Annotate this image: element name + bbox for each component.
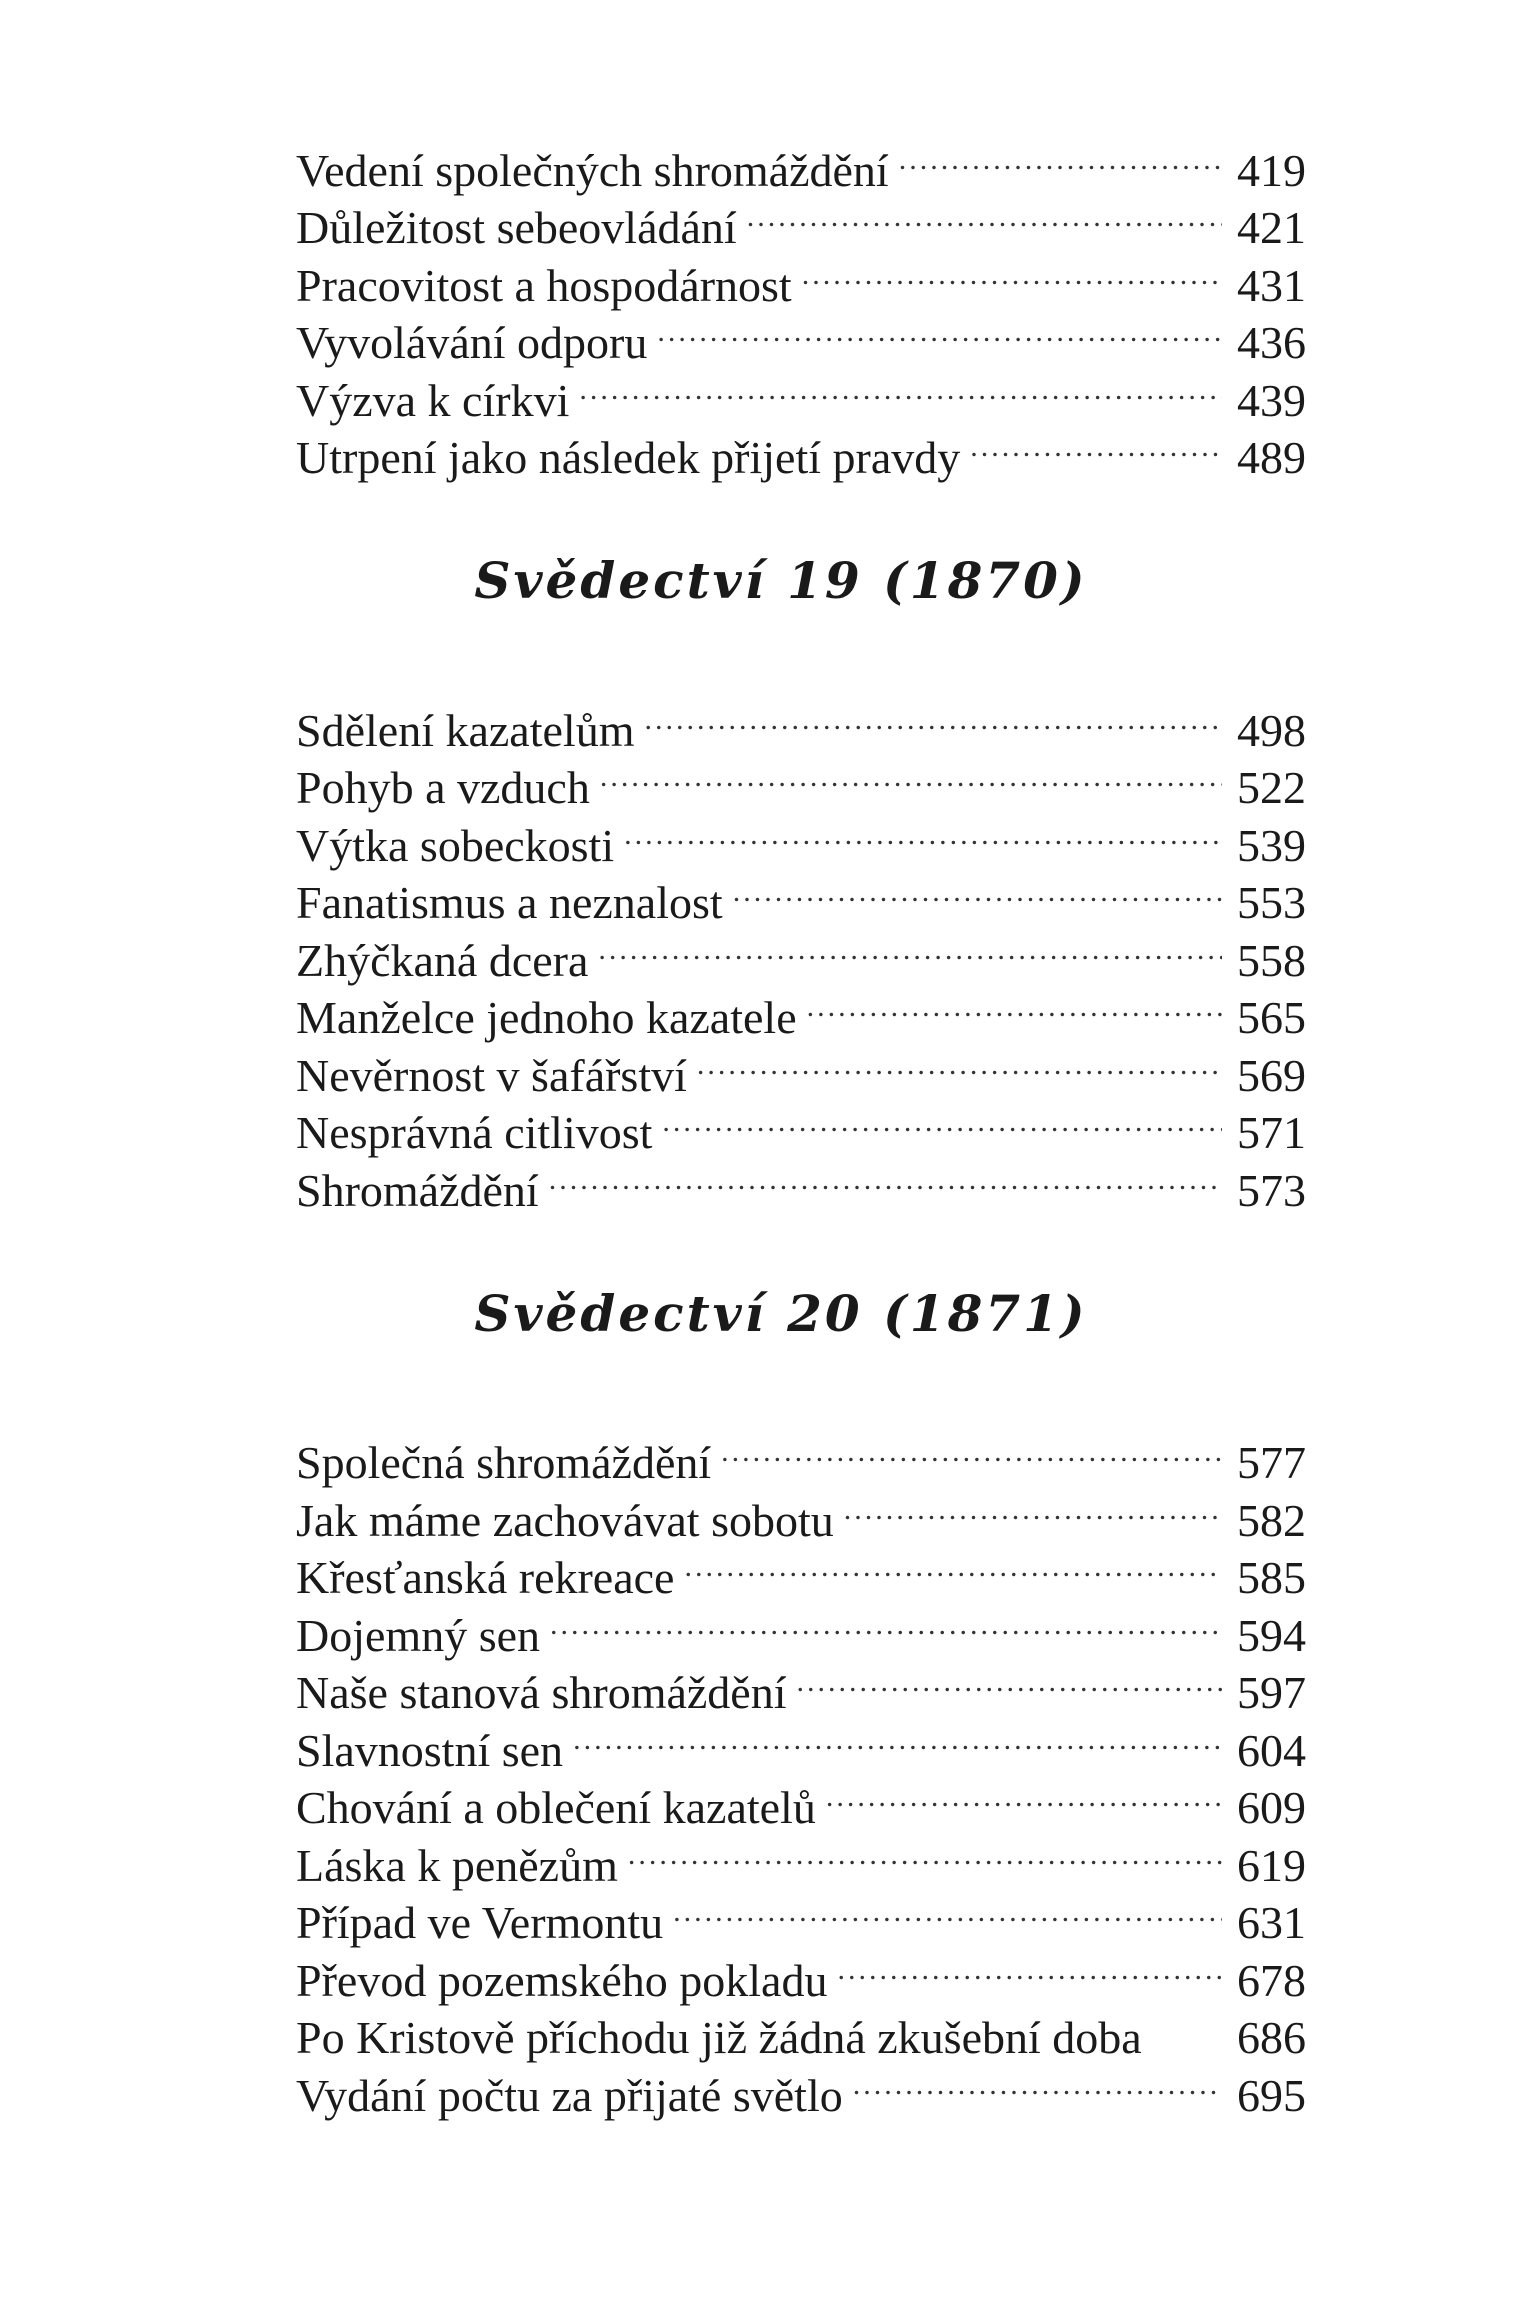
- toc-entry-page: 695: [1237, 2069, 1306, 2121]
- leader-dots: [657, 301, 1222, 359]
- toc-entry-page: 571: [1237, 1107, 1306, 1158]
- toc-section: [296, 473, 1306, 1216]
- leader-dots: [697, 1033, 1222, 1091]
- leader-dots: [747, 186, 1222, 244]
- leader-dots: [579, 358, 1222, 416]
- toc-entry: [296, 128, 1306, 196]
- toc-entry-title: Zhýčkaná dcera: [296, 934, 589, 986]
- toc-entry-page: 522: [1237, 762, 1306, 813]
- leader-dots: [550, 1593, 1222, 1651]
- toc-entry-title: Výzva k církvi: [296, 374, 570, 426]
- toc-entry-page: 686: [1237, 2012, 1306, 2063]
- leader-dots: [970, 416, 1222, 474]
- leader-dots: [802, 243, 1222, 301]
- leader-dots: [853, 2053, 1222, 2111]
- toc-entry-title: Vedení společných shromáždění: [296, 144, 889, 196]
- table-of-contents: [296, 128, 1306, 2121]
- toc-entry-title: Manželce jednoho kazatele: [296, 992, 797, 1043]
- toc-entry-page: 539: [1237, 819, 1306, 871]
- toc-entry-page: 577: [1237, 1437, 1306, 1488]
- toc-entry-page: 631: [1237, 1897, 1306, 1948]
- toc-entry-page: 678: [1237, 1954, 1306, 2006]
- section-heading: Svědectví 19 (1870): [474, 551, 1088, 610]
- toc-entry-page: 619: [1237, 1839, 1306, 1891]
- toc-entry-title: Výtka sobeckosti: [296, 819, 615, 871]
- toc-entry-title: Důležitost sebeovládání: [296, 202, 737, 253]
- toc-section: [296, 128, 1306, 483]
- toc-entry-page: 553: [1237, 877, 1306, 928]
- toc-entry-page: 558: [1237, 934, 1306, 986]
- leader-dots: [684, 1536, 1222, 1594]
- toc-entry-page: 439: [1237, 374, 1306, 426]
- leader-dots: [600, 746, 1222, 804]
- toc-entry-page: 565: [1237, 992, 1306, 1043]
- toc-entry-page: 582: [1237, 1494, 1306, 1546]
- toc-section: [296, 1206, 1306, 2121]
- toc-entry-page: 609: [1237, 1782, 1306, 1833]
- toc-entry: [296, 688, 1306, 756]
- leader-dots: [628, 1823, 1222, 1881]
- toc-entry-page: 604: [1237, 1724, 1306, 1776]
- toc-entry-title: Po Kristově příchodu již žádná zkušební doba: [296, 2012, 1142, 2063]
- toc-entry-page: 436: [1237, 317, 1306, 368]
- toc-entry-page: 594: [1237, 1609, 1306, 1661]
- toc-entry-page: 597: [1237, 1667, 1306, 1718]
- toc-entry-title: Vydání počtu za přijaté světlo: [296, 2069, 843, 2121]
- leader-dots: [624, 803, 1222, 861]
- toc-entry-title: Případ ve Vermontu: [296, 1897, 664, 1948]
- toc-entry-title: Nesprávná citlivost: [296, 1107, 653, 1158]
- leader-dots: [673, 1881, 1222, 1939]
- leader-dots: [598, 918, 1222, 976]
- toc-entry-title: Křesťanská rekreace: [296, 1552, 675, 1603]
- toc-entry-page: 573: [1237, 1164, 1306, 1216]
- toc-entry-title: Pracovitost a hospodárnost: [296, 259, 792, 311]
- toc-entry-title: Slavnostní sen: [296, 1724, 564, 1776]
- toc-entry-page: 489: [1237, 432, 1306, 483]
- toc-entry-title: Utrpení jako následek přijetí pravdy: [296, 432, 961, 483]
- leader-dots: [797, 1651, 1222, 1709]
- toc-entry-title: Láska k penězům: [296, 1839, 618, 1891]
- toc-entry-title: Dojemný sen: [296, 1609, 541, 1661]
- toc-entry-page: 585: [1237, 1552, 1306, 1603]
- leader-dots: [645, 688, 1223, 746]
- toc-entry-title: Nevěrnost v šafářství: [296, 1049, 687, 1101]
- toc-entry-title: Fanatismus a neznalost: [296, 877, 723, 928]
- leader-dots: [733, 861, 1222, 919]
- toc-entry-page: 498: [1237, 704, 1306, 756]
- toc-entry-title: Sdělení kazatelům: [296, 704, 635, 756]
- leader-dots: [807, 976, 1222, 1034]
- toc-entry-title: Chování a oblečení kazatelů: [296, 1782, 816, 1833]
- toc-entry-page: 431: [1237, 259, 1306, 311]
- leader-dots: [662, 1091, 1222, 1149]
- leader-dots: [549, 1148, 1222, 1206]
- toc-entry-title: Jak máme zachovávat sobotu: [296, 1494, 834, 1546]
- toc-entry-title: Společná shromáždění: [296, 1437, 712, 1488]
- leader-dots: [721, 1421, 1222, 1479]
- leader-dots: [1166, 1996, 1222, 2054]
- toc-entry-title: Naše stanová shromáždění: [296, 1667, 787, 1718]
- leader-dots: [573, 1708, 1222, 1766]
- toc-entry-title: Pohyb a vzduch: [296, 762, 590, 813]
- leader-dots: [826, 1766, 1222, 1824]
- toc-entry-page: 421: [1237, 202, 1306, 253]
- leader-dots: [844, 1478, 1222, 1536]
- toc-entry: [296, 1421, 1306, 1488]
- toc-entry-page: 419: [1237, 144, 1306, 196]
- toc-entry-title: Shromáždění: [296, 1164, 539, 1216]
- leader-dots: [899, 128, 1222, 186]
- toc-entry-title: Vyvolávání odporu: [296, 317, 648, 368]
- toc-entry-page: 569: [1237, 1049, 1306, 1101]
- toc-entry-title: Převod pozemského pokladu: [296, 1954, 828, 2006]
- leader-dots: [837, 1938, 1222, 1996]
- section-heading: Svědectví 20 (1871): [474, 1283, 1088, 1343]
